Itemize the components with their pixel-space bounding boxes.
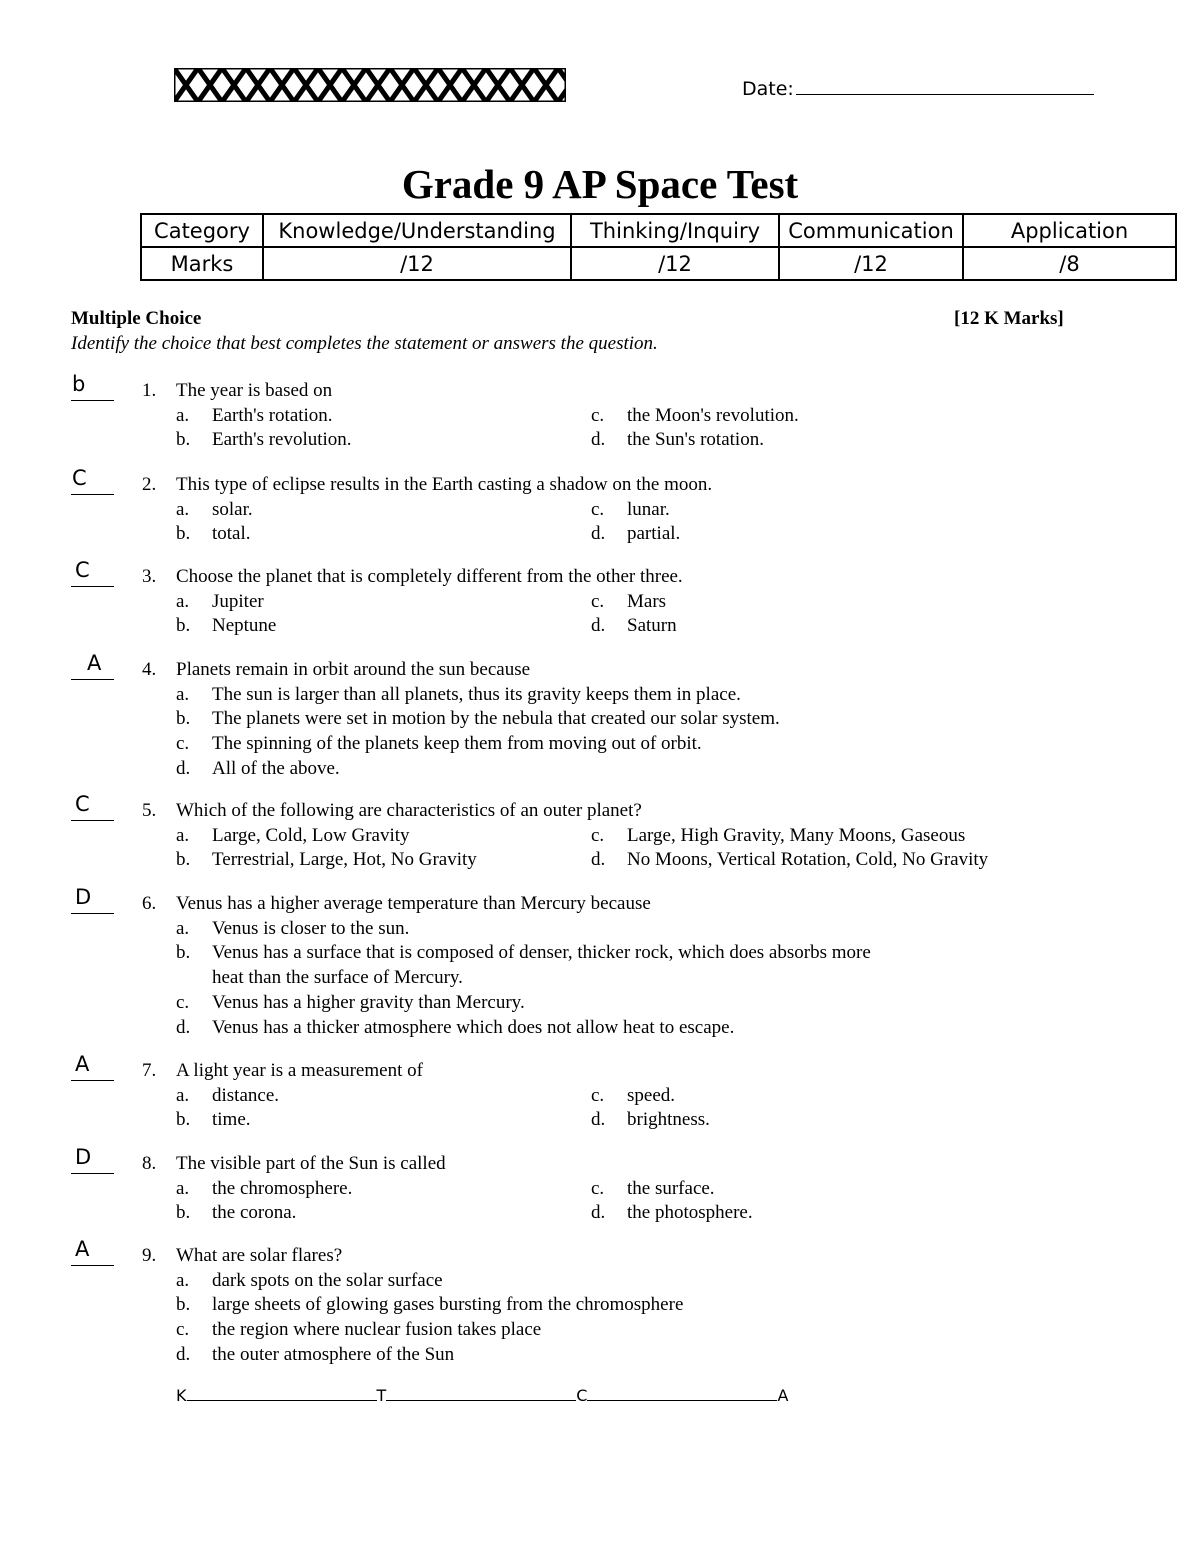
page-title: Grade 9 AP Space Test: [401, 161, 799, 207]
table-cell: /12: [779, 247, 963, 280]
option-letter: d.: [176, 757, 191, 779]
question-stem: This type of eclipse results in the Earth casting a shadow on the moon.: [176, 474, 713, 495]
option-letter: a.: [176, 498, 190, 520]
question-stem: Which of the following are characteristics of an outer planet?: [176, 800, 642, 821]
option-letter: a.: [176, 590, 190, 612]
option-letter: c.: [591, 590, 605, 612]
score-label-c: C: [576, 1386, 588, 1405]
option-letter: b.: [176, 849, 191, 871]
option-text: large sheets of glowing gases bursting from the chromosphere: [212, 1294, 684, 1316]
option-letter: d.: [591, 429, 606, 451]
option-text: Neptune: [212, 615, 277, 637]
score-label-t: T: [376, 1386, 387, 1405]
option-text: The spinning of the planets keep them from moving out of orbit.: [212, 733, 702, 755]
date-field[interactable]: [742, 76, 1094, 100]
table-cell: Category: [141, 214, 263, 247]
option-letter: b.: [176, 942, 191, 964]
question-number: 9.: [142, 1245, 157, 1266]
option-letter: c.: [176, 991, 190, 1013]
option-text: the region where nuclear fusion takes place: [212, 1319, 542, 1341]
option-letter: b.: [176, 429, 191, 451]
score-blank-k[interactable]: [187, 1386, 377, 1401]
answer-blank[interactable]: [71, 1265, 114, 1266]
option-letter: b.: [176, 1202, 191, 1224]
option-letter: b.: [176, 708, 191, 730]
option-text: the Moon's revolution.: [627, 404, 799, 426]
table-cell: /12: [263, 247, 571, 280]
option-text: brightness.: [627, 1109, 710, 1131]
option-letter: a.: [176, 1177, 190, 1199]
question-stem: What are solar flares?: [176, 1245, 343, 1266]
option-text: Earth's revolution.: [212, 429, 352, 451]
option-letter: c.: [591, 498, 605, 520]
option-letter: c.: [591, 404, 605, 426]
answer-mark: b: [72, 372, 86, 396]
answer-mark: C: [75, 792, 90, 816]
question-stem: The visible part of the Sun is called: [176, 1153, 446, 1174]
date-label: Date:: [742, 78, 794, 100]
score-summary-line: [176, 1386, 788, 1405]
option-text: the photosphere.: [627, 1202, 753, 1224]
question-number: 6.: [142, 893, 157, 914]
option-text: distance.: [212, 1084, 280, 1106]
marks-row: [141, 247, 1176, 280]
option-text: time.: [212, 1109, 251, 1131]
score-label-a: A: [777, 1386, 789, 1405]
option-letter: c.: [176, 1319, 190, 1341]
question-number: 4.: [142, 659, 157, 680]
score-label-k: K: [176, 1386, 187, 1405]
option-text: Venus has a thicker atmosphere which does not allow heat to escape.: [212, 1016, 735, 1038]
question-number: 7.: [142, 1060, 157, 1081]
option-text: The planets were set in motion by the nebula that created our solar system.: [212, 708, 780, 730]
section-instructions: Identify the choice that best completes the statement or answers the question.: [71, 333, 658, 354]
option-text: Jupiter: [212, 590, 264, 612]
answer-mark: A: [75, 1237, 90, 1261]
option-letter: a.: [176, 683, 190, 705]
option-text: solar.: [212, 498, 253, 520]
question-stem: Venus has a higher average temperature than Mercury because: [176, 893, 651, 914]
option-letter: a.: [176, 404, 190, 426]
option-text: Venus has a surface that is composed of denser, thicker rock, which does absorbs more: [212, 942, 871, 964]
option-text: the Sun's rotation.: [627, 429, 764, 451]
option-text: Large, Cold, Low Gravity: [212, 824, 410, 846]
option-letter: b.: [176, 1294, 191, 1316]
option-text: The sun is larger than all planets, thus its gravity keeps them in place.: [212, 683, 741, 705]
option-text: speed.: [627, 1084, 676, 1106]
answer-blank[interactable]: [71, 1173, 114, 1174]
option-text: the surface.: [627, 1177, 715, 1199]
category-row: [141, 214, 1176, 247]
marks-table: [140, 213, 1177, 281]
section-heading: Multiple Choice: [71, 308, 202, 329]
option-letter: c.: [176, 733, 190, 755]
question-number: 5.: [142, 800, 157, 821]
answer-mark: A: [75, 1052, 90, 1076]
option-letter: c.: [591, 1177, 605, 1199]
option-text: Mars: [627, 590, 667, 612]
option-text: Terrestrial, Large, Hot, No Gravity: [212, 849, 477, 871]
table-cell: Knowledge/Understanding: [263, 214, 571, 247]
question-stem: Choose the planet that is completely different from the other three.: [176, 566, 683, 587]
date-input-line[interactable]: [796, 76, 1094, 95]
answer-blank[interactable]: [71, 913, 114, 914]
answer-blank[interactable]: [71, 679, 114, 680]
option-letter: d.: [591, 615, 606, 637]
table-cell: Thinking/Inquiry: [571, 214, 779, 247]
table-cell: /8: [963, 247, 1176, 280]
option-letter: a.: [176, 1269, 190, 1291]
answer-mark: D: [75, 885, 92, 909]
option-letter: d.: [591, 849, 606, 871]
option-text: heat than the surface of Mercury.: [212, 967, 463, 989]
answer-blank[interactable]: [71, 400, 114, 401]
option-text: Saturn: [627, 615, 677, 637]
option-text: the outer atmosphere of the Sun: [212, 1343, 455, 1365]
answer-mark: D: [75, 1145, 92, 1169]
answer-blank[interactable]: [71, 586, 114, 587]
section-marks: [12 K Marks]: [954, 308, 1064, 329]
option-letter: c.: [591, 824, 605, 846]
answer-mark: A: [87, 651, 102, 675]
option-text: Earth's rotation.: [212, 404, 333, 426]
option-text: Large, High Gravity, Many Moons, Gaseous: [627, 824, 966, 846]
table-cell: Communication: [779, 214, 963, 247]
option-letter: c.: [591, 1084, 605, 1106]
question-stem: The year is based on: [176, 380, 333, 401]
option-text: Venus is closer to the sun.: [212, 917, 410, 939]
option-letter: d.: [591, 1109, 606, 1131]
option-letter: a.: [176, 1084, 190, 1106]
answer-blank[interactable]: [71, 1080, 114, 1081]
question-stem: Planets remain in orbit around the sun because: [176, 659, 531, 680]
option-letter: d.: [176, 1016, 191, 1038]
question-number: 2.: [142, 474, 157, 495]
option-text: lunar.: [627, 498, 670, 520]
answer-blank[interactable]: [71, 494, 114, 495]
option-text: partial.: [627, 523, 681, 545]
option-text: All of the above.: [212, 757, 340, 779]
option-letter: b.: [176, 615, 191, 637]
answer-mark: C: [75, 558, 90, 582]
question-number: 8.: [142, 1153, 157, 1174]
score-blank-t[interactable]: [386, 1386, 576, 1401]
table-cell: /12: [571, 247, 779, 280]
option-letter: b.: [176, 523, 191, 545]
option-letter: d.: [176, 1343, 191, 1365]
answer-mark: C: [72, 466, 87, 490]
question-number: 1.: [142, 380, 157, 401]
option-letter: d.: [591, 523, 606, 545]
table-cell: Marks: [141, 247, 263, 280]
option-letter: b.: [176, 1109, 191, 1131]
option-text: Venus has a higher gravity than Mercury.: [212, 991, 525, 1013]
option-letter: d.: [591, 1202, 606, 1224]
question-number: 3.: [142, 566, 157, 587]
option-text: No Moons, Vertical Rotation, Cold, No Gravity: [627, 849, 989, 871]
table-cell: Application: [963, 214, 1176, 247]
score-blank-c[interactable]: [587, 1386, 777, 1401]
name-redaction-block: [174, 68, 566, 102]
option-text: total.: [212, 523, 251, 545]
option-letter: a.: [176, 917, 190, 939]
option-text: dark spots on the solar surface: [212, 1269, 443, 1291]
answer-blank[interactable]: [71, 820, 114, 821]
question-stem: A light year is a measurement of: [176, 1060, 423, 1081]
option-text: the corona.: [212, 1202, 297, 1224]
option-letter: a.: [176, 824, 190, 846]
option-text: the chromosphere.: [212, 1177, 353, 1199]
